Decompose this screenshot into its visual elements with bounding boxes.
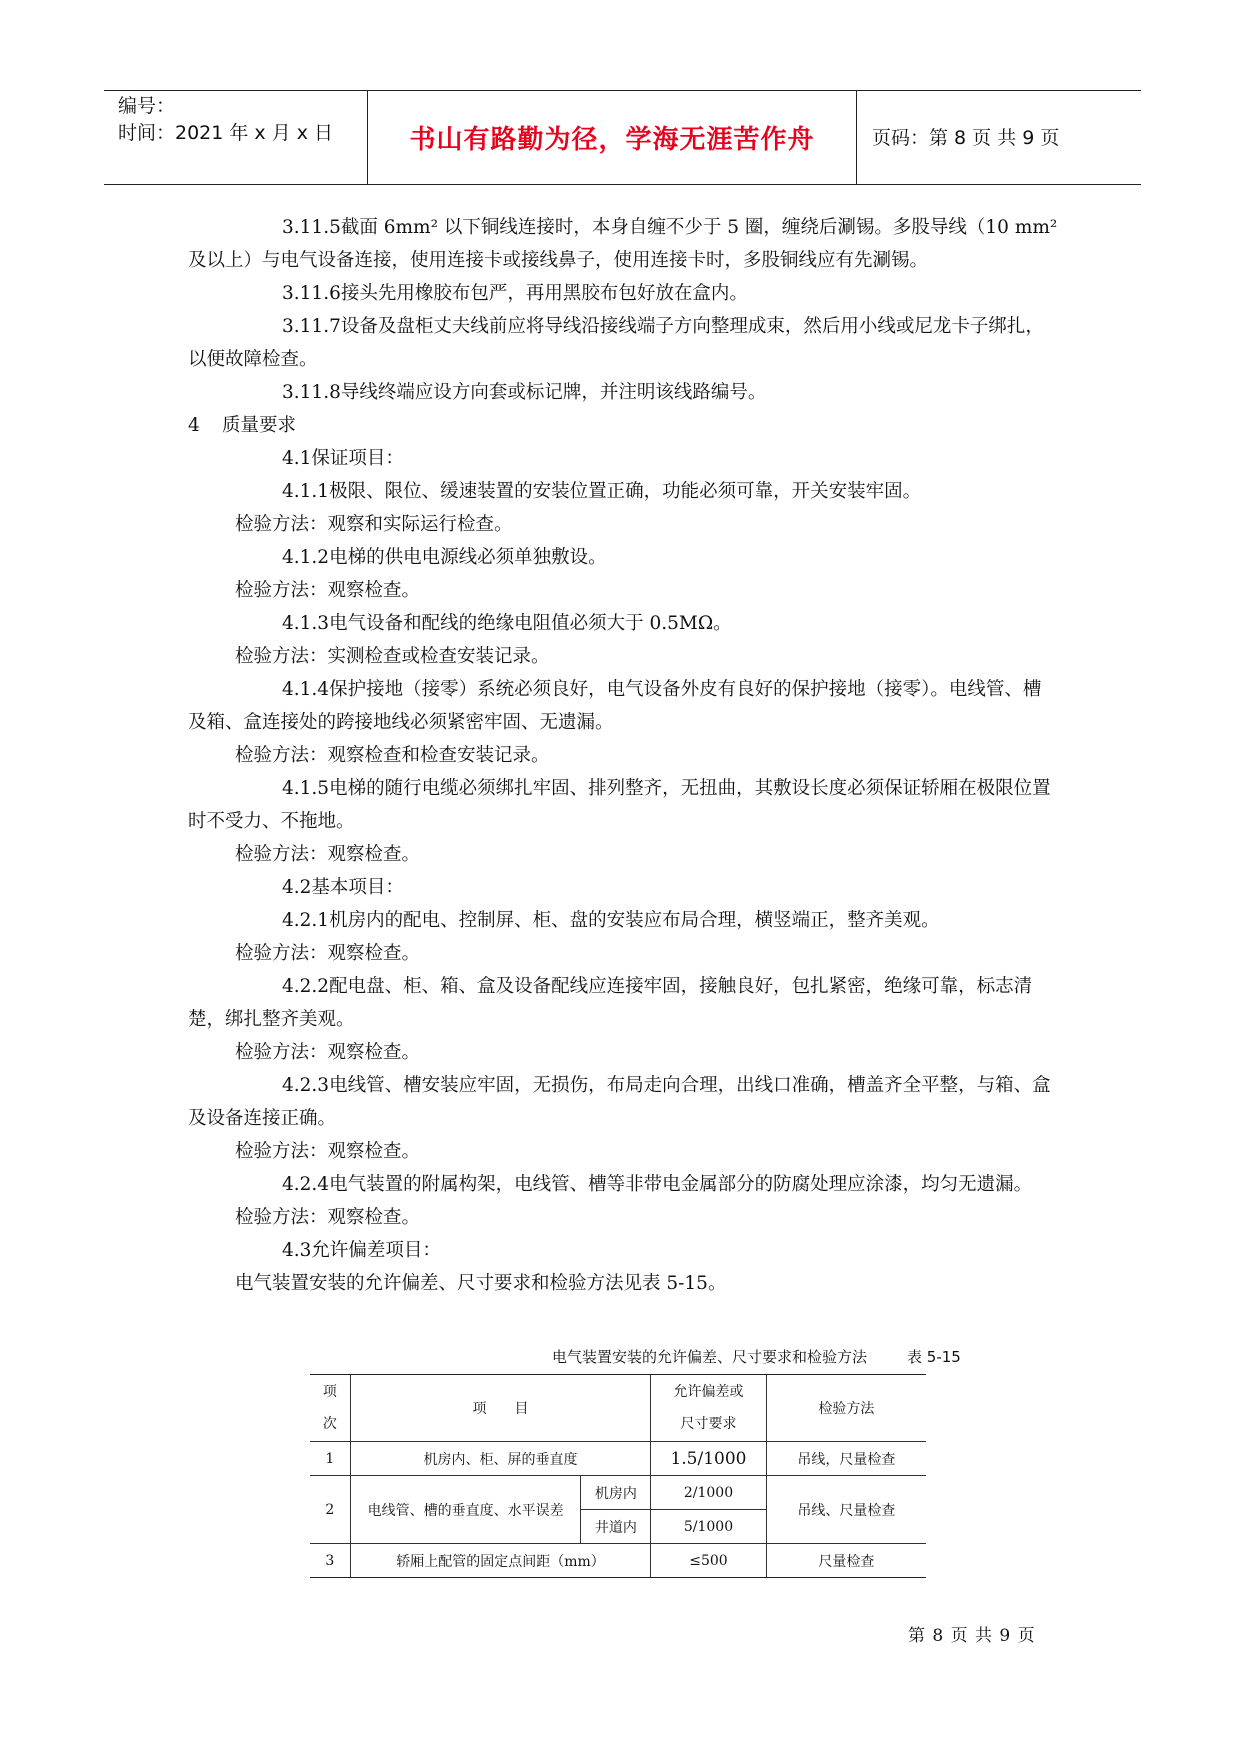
document-body (188, 211, 1058, 1300)
table-number: 表 5-15 (907, 1348, 961, 1366)
table-row (310, 1442, 926, 1476)
inspection-method: 检验方法：观察检查。 (235, 844, 421, 865)
clause-text: 保护接地（接零）系统必须良好，电气设备外皮有良好的保护接地（接零）。电线管、槽及箱、盒连接处的跨接地线必须紧密牢固、无遗漏。 (188, 679, 1042, 733)
tolerance-table (310, 1374, 926, 1578)
inspection-method: 检验方法：观察和实际运行检查。 (235, 514, 513, 535)
clause-number: 3.11.6 (282, 283, 341, 304)
paragraph (188, 904, 1058, 937)
subsection-title: 保证项目： (311, 448, 404, 469)
table-reference-paragraph: 电气装置安装的允许偏差、尺寸要求和检验方法见表 5-15。 (235, 1273, 727, 1294)
table-row (310, 1544, 926, 1578)
paragraph (188, 772, 1058, 838)
clause-text: 配电盘、柜、箱、盒及设备配线应连接牢固，接触良好，包扎紧密，绝缘可靠，标志清楚，绑扎整齐美观。 (188, 976, 1033, 1030)
subsection-title: 允许偏差项目： (311, 1240, 441, 1261)
row-subitem: 井道内 (581, 1510, 651, 1544)
clause-number: 4.1.1 (282, 481, 330, 502)
clause-text: 电气装置的附属构架，电线管、槽等非带电金属部分的防腐处理应涂漆，均匀无遗漏。 (329, 1174, 1033, 1195)
clause-text: 电气设备和配线的绝缘电阻值必须大于 0.5MΩ。 (329, 613, 732, 634)
row-method: 吊线、尺量检查 (766, 1476, 926, 1544)
clause-number: 4.1.5 (282, 778, 330, 799)
paragraph (188, 970, 1058, 1036)
page-header (104, 90, 1141, 185)
paragraph (188, 673, 1058, 739)
header-motto: 书山有路勤为径，学海无涯苦作舟 (409, 125, 815, 155)
table-caption (552, 1346, 961, 1367)
clause-number: 3.11.7 (282, 316, 341, 337)
table-header-row (310, 1375, 926, 1442)
paragraph (188, 607, 1058, 640)
clause-text: 电梯的随行电缆必须绑扎牢固、排列整齐，无扭曲，其敷设长度必须保证轿厢在极限位置时不受力、不拖地。 (188, 778, 1051, 832)
row-item: 轿厢上配管的固定点间距（mm） (350, 1544, 651, 1578)
clause-number: 4.1.3 (282, 613, 330, 634)
section-number: 4 (188, 415, 200, 436)
clause-text: 接头先用橡胶布包严，再用黑胶布包好放在盒内。 (340, 283, 748, 304)
subsection-number: 4.3 (282, 1240, 312, 1261)
inspection-method: 检验方法：实测检查或检查安装记录。 (235, 646, 550, 667)
clause-number: 3.11.8 (282, 382, 341, 403)
row-subitem: 机房内 (581, 1476, 651, 1510)
paragraph (188, 541, 1058, 574)
inspection-method: 检验方法：观察检查。 (235, 1042, 421, 1063)
subsection-heading (188, 1234, 1058, 1267)
document-time-label: 时间：2021 年 x 月 x 日 (118, 122, 334, 144)
paragraph (188, 277, 1058, 310)
header-meta (118, 93, 333, 147)
header-cell-item: 项 目 (350, 1375, 651, 1442)
row-number: 1 (310, 1442, 350, 1476)
paragraph (188, 376, 1058, 409)
table-title: 电气装置安装的允许偏差、尺寸要求和检验方法 (552, 1348, 868, 1366)
subsection-heading (188, 442, 1058, 475)
header-divider (856, 91, 857, 184)
clause-number: 3.11.5 (282, 217, 341, 238)
clause-number: 4.1.4 (282, 679, 330, 700)
inspection-method: 检验方法：观察检查和检查安装记录。 (235, 745, 550, 766)
paragraph (188, 1069, 1058, 1135)
subsection-number: 4.1 (282, 448, 312, 469)
subsection-number: 4.2 (282, 877, 312, 898)
section-title: 质量要求 (222, 415, 297, 436)
row-value: 5/1000 (651, 1510, 766, 1544)
clause-number: 4.2.4 (282, 1174, 330, 1195)
clause-text: 截面 6mm² 以下铜线连接时，本身自缠不少于 5 圈，缠绕后涮锡。多股导线（10 mm² 及以上）与电气设备连接，使用连接卡或接线鼻子，使用连接卡时，多股铜线应有先涮锡。 (188, 217, 1058, 271)
paragraph (188, 211, 1058, 277)
header-cell-no: 项 次 (310, 1375, 350, 1442)
subsection-title: 基本项目： (311, 877, 404, 898)
clause-text: 导线终端应设方向套或标记牌，并注明该线路编号。 (340, 382, 767, 403)
inspection-method: 检验方法：观察检查。 (235, 1207, 421, 1228)
header-cell-tolerance: 允许偏差或 尺寸要求 (651, 1375, 766, 1442)
clause-number: 4.2.1 (282, 910, 330, 931)
clause-text: 电线管、槽安装应牢固，无损伤，布局走向合理，出线口准确，槽盖齐全平整，与箱、盒及设备连接正确。 (188, 1075, 1051, 1129)
document-number-label: 编号： (118, 95, 176, 117)
table-row (310, 1476, 926, 1510)
inspection-method: 检验方法：观察检查。 (235, 580, 421, 601)
clause-number: 4.2.2 (282, 976, 330, 997)
inspection-method: 检验方法：观察检查。 (235, 1141, 421, 1162)
clause-text: 电梯的供电电源线必须单独敷设。 (329, 547, 607, 568)
inspection-method: 检验方法：观察检查。 (235, 943, 421, 964)
row-method: 吊线，尺量检查 (766, 1442, 926, 1476)
header-divider (367, 91, 368, 184)
header-cell-method: 检验方法 (766, 1375, 926, 1442)
clause-text: 机房内的配电、控制屏、柜、盘的安装应布局合理，横竖端正，整齐美观。 (329, 910, 940, 931)
clause-text: 极限、限位、缓速装置的安装位置正确，功能必须可靠，开关安装牢固。 (329, 481, 922, 502)
subsection-heading (188, 871, 1058, 904)
row-value: 2/1000 (651, 1476, 766, 1510)
paragraph (188, 310, 1058, 376)
row-item: 机房内、柜、屏的垂直度 (350, 1442, 651, 1476)
row-number: 3 (310, 1544, 350, 1578)
paragraph (188, 475, 1058, 508)
row-value: 1.5/1000 (651, 1442, 766, 1476)
paragraph (188, 1168, 1058, 1201)
header-page-number: 页码：第 8 页 共 9 页 (872, 127, 1060, 149)
row-number: 2 (310, 1476, 350, 1544)
page-footer: 第 8 页 共 9 页 (908, 1626, 1036, 1646)
clause-text: 设备及盘柜丈夫线前应将导线沿接线端子方向整理成束，然后用小线或尼龙卡子绑扎，以便故障检查。 (188, 316, 1044, 370)
row-method: 尺量检查 (766, 1544, 926, 1578)
row-item: 电线管、槽的垂直度、水平误差 (350, 1476, 581, 1544)
clause-number: 4.2.3 (282, 1075, 330, 1096)
section-heading (188, 409, 1058, 442)
clause-number: 4.1.2 (282, 547, 330, 568)
row-value: ≤500 (651, 1544, 766, 1578)
